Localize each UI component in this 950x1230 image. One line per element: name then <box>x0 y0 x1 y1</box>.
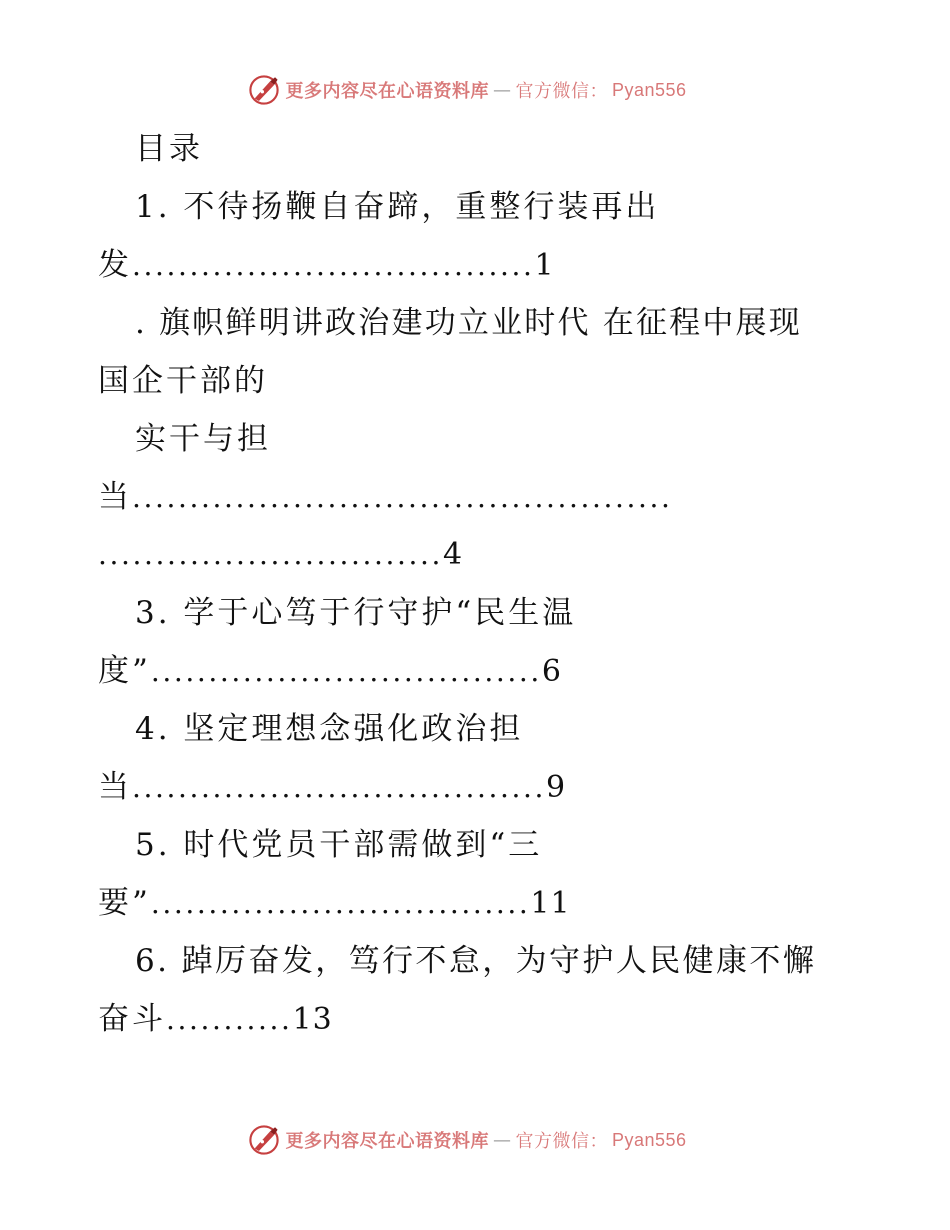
toc-entry-4-page: 9 <box>546 770 567 805</box>
toc-entry-3-tail: 度” <box>98 653 151 689</box>
header-banner-content <box>247 73 686 107</box>
toc-entry-2-title[interactable]: . 旗帜鲜明讲政治建功立业时代 在征程中展现 <box>135 305 802 341</box>
toc-entry-6-page: 13 <box>292 1002 333 1037</box>
pen-nib-circle-icon <box>247 73 281 107</box>
toc-entry-3-leader[interactable] <box>98 642 850 700</box>
footer-wechat-label: 官方微信： <box>515 1131 608 1152</box>
footer-banner <box>0 1122 950 1158</box>
toc-entry-3-dots: .................................. <box>150 655 542 688</box>
toc-entry-3-title[interactable]: 3. 学于心笃于行守护“民生温 <box>135 595 577 631</box>
toc-entry-2-title-cont2[interactable]: 实干与担 <box>135 421 271 457</box>
toc-entry-1-tail: 发 <box>98 247 132 283</box>
toc-entry-4-title[interactable]: 4. 坚定理想念强化政治担 <box>135 711 524 747</box>
toc-entry-1-leader[interactable] <box>98 236 850 294</box>
footer-banner-content <box>247 1123 686 1157</box>
toc-entry-6-dots: ........... <box>166 1003 293 1036</box>
header-wechat-label: 官方微信： <box>515 81 608 102</box>
toc-entry-6-leader[interactable] <box>98 990 850 1048</box>
toc-entry-2-leader[interactable] <box>98 468 850 526</box>
footer-wechat-id: Pyan556 <box>611 1129 687 1150</box>
toc-entry-5-dots: ................................. <box>150 887 531 920</box>
toc-entry-5-title[interactable]: 5. 时代党员干部需做到“三 <box>135 827 543 863</box>
toc-entry-5-tail: 要” <box>98 885 151 921</box>
toc-entry-3-page: 6 <box>541 654 562 689</box>
toc-entry-4-leader[interactable] <box>98 758 850 816</box>
toc-entry-6-title[interactable]: 6. 踔厉奋发，笃行不怠，为守护人民健康不懈 <box>135 943 817 979</box>
header-separator: — <box>492 79 512 101</box>
toc-entry-5-leader[interactable] <box>98 874 850 932</box>
footer-site-name: 更多内容尽在心语资料库 <box>285 1131 489 1152</box>
pen-nib-circle-icon <box>247 1123 281 1157</box>
toc-entry-6-tail: 奋斗 <box>98 1001 166 1037</box>
header-site-name: 更多内容尽在心语资料库 <box>285 81 489 102</box>
header-wechat-id: Pyan556 <box>611 79 687 100</box>
toc-title: 目录 <box>135 131 203 167</box>
table-of-contents <box>98 120 850 1048</box>
toc-entry-2-dots: ............................................... <box>132 481 673 514</box>
toc-entry-2-page: 4 <box>443 537 464 572</box>
toc-entry-5-page: 11 <box>530 886 571 921</box>
toc-entry-1-title[interactable]: 1. 不待扬鞭自奋蹄，重整行装再出 <box>135 189 660 225</box>
toc-entry-2-tail: 当 <box>98 479 132 515</box>
toc-entry-4-tail: 当 <box>98 769 132 805</box>
toc-entry-1-page: 1 <box>534 248 555 283</box>
toc-entry-2-title-cont[interactable]: 国企干部的 <box>98 363 268 399</box>
toc-entry-2-leader-cont[interactable] <box>98 526 850 584</box>
toc-entry-2-dots-cont: .............................. <box>98 538 444 571</box>
toc-entry-4-dots: .................................... <box>132 771 547 804</box>
toc-entry-1-dots: ................................... <box>132 249 535 282</box>
header-banner <box>0 72 950 108</box>
footer-separator: — <box>492 1129 512 1151</box>
